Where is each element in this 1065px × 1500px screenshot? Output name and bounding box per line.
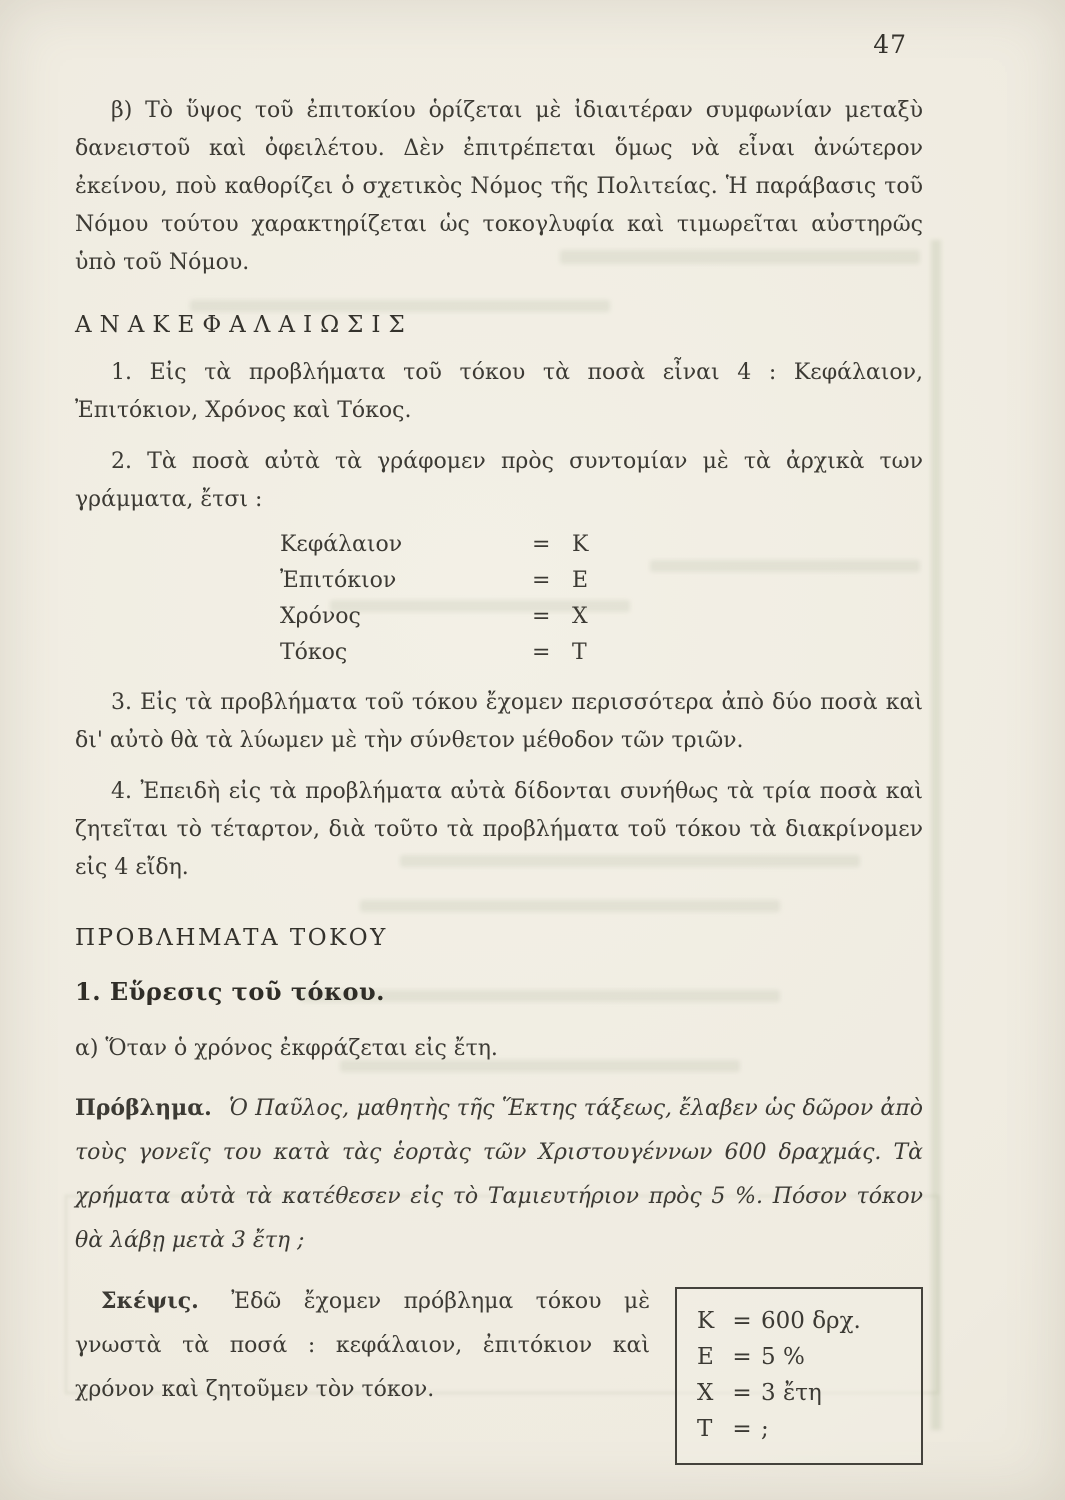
data-box-row	[697, 1375, 901, 1411]
equals-sign: =	[532, 568, 551, 593]
recap-item-1: 1. Εἰς τὰ προβλήματα τοῦ τόκου τὰ ποσὰ εἶναι 4 : Κεφάλαιον, Ἐπιτόκιον, Χρόνος καὶ Τόκος.	[75, 360, 923, 423]
abbreviation-symbol: Κ	[572, 532, 589, 557]
quantity-value: 3 ἔτη	[761, 1380, 822, 1406]
quantity-value: ;	[761, 1416, 769, 1442]
page-content	[75, 92, 923, 1465]
quantity-symbol: Ε	[697, 1344, 714, 1370]
abbreviation-row	[280, 563, 923, 599]
problem-label: Πρόβλημα.	[75, 1095, 212, 1121]
data-box-row	[697, 1303, 901, 1339]
equals-sign: =	[732, 1380, 752, 1406]
abbreviation-symbol: Τ	[572, 640, 587, 665]
equals-sign: =	[532, 532, 551, 557]
case-a-line: α) Ὅταν ὁ χρόνος ἐκφράζεται εἰς ἔτη.	[75, 1036, 498, 1061]
abbreviation-term: Τόκος	[280, 640, 348, 665]
problems-heading: ΠΡΟΒΛΗΜΑΤΑ ΤΟΚΟΥ	[75, 925, 388, 951]
abbreviation-term: Χρόνος	[280, 604, 361, 629]
abbreviation-row	[280, 599, 923, 635]
abbreviation-symbol: Χ	[572, 604, 588, 629]
abbreviation-term: Ἐπιτόκιον	[280, 568, 397, 593]
page-number: 47	[873, 30, 907, 59]
skepsis-section	[75, 1279, 923, 1465]
equals-sign: =	[732, 1416, 752, 1442]
recap-item-4: 4. Ἐπειδὴ εἰς τὰ προβλήματα αὐτὰ δίδονται συνήθως τὰ τρία ποσὰ καὶ ζητεῖται τὸ τέταρτον, διὰ τοῦτο τὰ προβλήματα τοῦ τόκου τὰ διακρίνομεν εἰς 4 εἴδη.	[75, 779, 923, 880]
abbreviation-term: Κεφάλαιον	[280, 532, 403, 557]
abbreviation-row	[280, 527, 923, 563]
data-box	[675, 1287, 923, 1465]
quantity-value: 600 δρχ.	[761, 1308, 861, 1334]
equals-sign: =	[732, 1344, 752, 1370]
data-box-row	[697, 1339, 901, 1375]
abbreviation-row	[280, 635, 923, 671]
recap-heading: ΑΝΑΚΕΦΑΛΑΙΩΣΙΣ	[75, 312, 413, 338]
equals-sign: =	[732, 1308, 752, 1334]
equals-sign: =	[532, 640, 551, 665]
recap-item-2: 2. Τὰ ποσὰ αὐτὰ τὰ γράφομεν πρὸς συντομίαν μὲ τὰ ἀρχικὰ των γράμματα, ἔτσι :	[75, 449, 923, 512]
skepsis-paragraph	[75, 1279, 650, 1412]
intro-paragraph: β) Τὸ ὕψος τοῦ ἐπιτοκίου ὁρίζεται μὲ ἰδιαιτέραν συμφωνίαν μεταξὺ δανειστοῦ καὶ ὀφειλέτου. Δὲν ἐπιτρέπεται ὅμως νὰ εἶναι ἀνώτερον ἐκείνου, ποὺ καθορίζει ὁ σχετικὸς Νόμος τῆς Πολιτείας. Ἡ παράβασις τοῦ Νόμου τούτου χαρακτηρίζεται ὡς τοκογλυφία καὶ τιμωρεῖται αὐστηρῶς ὑπὸ τοῦ Νόμου.	[75, 98, 923, 275]
skepsis-label: Σκέψις.	[101, 1288, 199, 1314]
quantity-symbol: Χ	[697, 1380, 714, 1406]
equals-sign: =	[532, 604, 551, 629]
abbreviation-list	[280, 527, 923, 671]
skepsis-text: Ἐδῶ ἔχομεν πρόβλημα τόκου μὲ γνωστὰ τὰ ποσά : κεφάλαιον, ἐπιτόκιον καὶ χρόνον καὶ ζητοῦμεν τὸν τόκον.	[75, 1289, 650, 1402]
quantity-symbol: Τ	[697, 1416, 713, 1442]
quantity-value: 5 %	[761, 1344, 805, 1370]
scan-edge-artifact	[931, 240, 941, 1430]
quantity-symbol: Κ	[697, 1308, 715, 1334]
section-subheading: 1. Εὕρεσις τοῦ τόκου.	[75, 977, 386, 1006]
abbreviation-symbol: Ε	[572, 568, 589, 593]
data-box-row	[697, 1411, 901, 1447]
problem-paragraph	[75, 1086, 923, 1263]
recap-item-3: 3. Εἰς τὰ προβλήματα τοῦ τόκου ἔχομεν περισσότερα ἀπὸ δύο ποσὰ καὶ δι' αὐτὸ θὰ τὰ λύωμεν μὲ τὴν σύνθετον μέθοδον τῶν τριῶν.	[75, 690, 923, 753]
problem-text: Ὁ Παῦλος, μαθητὴς τῆς Ἕκτης τάξεως, ἔλαβεν ὡς δῶρον ἀπὸ τοὺς γονεῖς του κατὰ τὰς ἑορτὰς τῶν Χριστουγέννων 600 δραχμάς. Τὰ χρήματα αὐτὰ τὰ κατέθεσεν εἰς τὸ Ταμιευτήριον πρὸς 5 %. Πόσον τόκον θὰ λάβῃ μετὰ 3 ἔτη ;	[75, 1096, 923, 1253]
